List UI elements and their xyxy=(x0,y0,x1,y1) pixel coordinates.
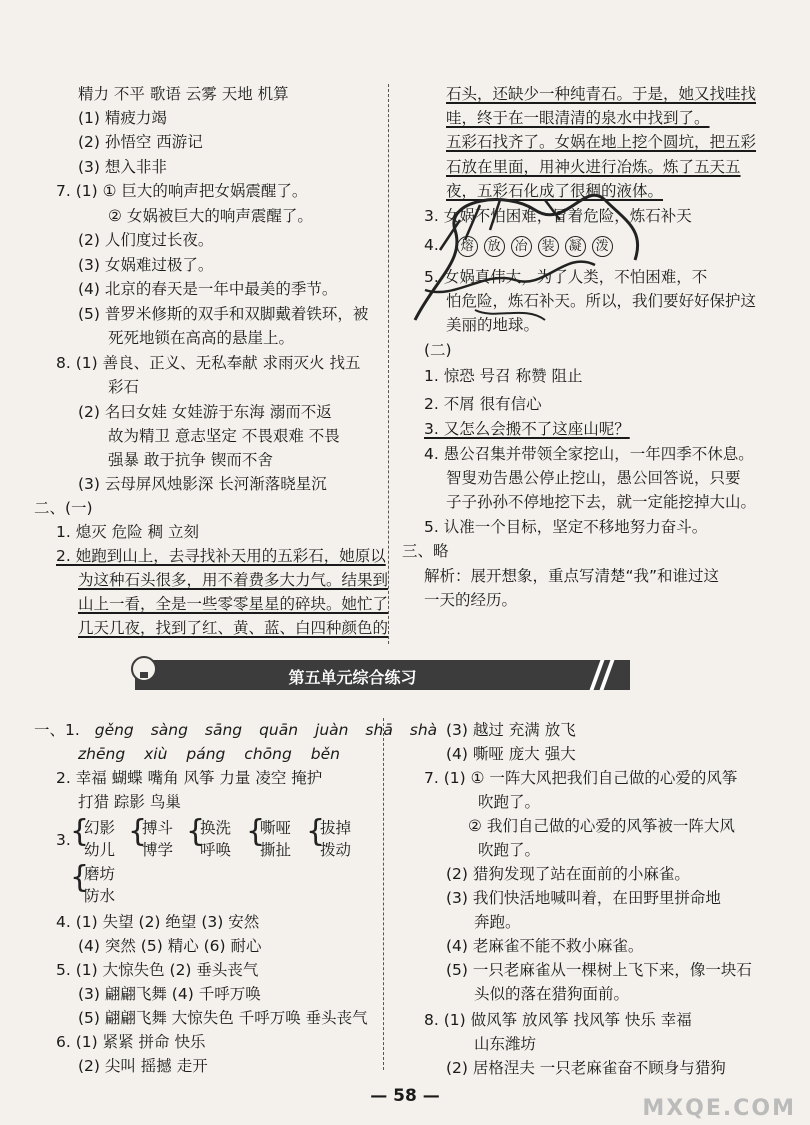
answer-line: 2. 她跑到山上，去寻找补天用的五彩石，她原以 xyxy=(56,547,386,565)
answer-line: 8. (1) 善良、正义、无私奉献 求雨灭火 找五 xyxy=(56,354,361,372)
answer-line: (5) 普罗米修斯的双手和双脚戴着铁环，被 xyxy=(78,305,369,323)
answer-line: 吹跑了。 xyxy=(478,841,541,859)
answer-line: 美丽的地球。 xyxy=(446,316,540,334)
answer-line: 2. 幸福 蝴蝶 嘴角 风筝 力量 凌空 掩护 xyxy=(56,769,323,787)
answer-line: 石放在里面，用神火进行冶炼。炼了五天五 xyxy=(446,158,741,176)
answer-line xyxy=(78,744,340,764)
answer-line: 为这种石头很多，用不着费多大力气。结果到 xyxy=(78,571,389,589)
answer-line: 强暴 敢于抗争 锲而不舍 xyxy=(108,451,273,469)
word-pair: 呼唤 xyxy=(200,841,232,859)
answer-line: (3) 越过 充满 放飞 xyxy=(446,721,576,739)
answer-line: (2) 名曰女娃 女娃游于东海 溺而不返 xyxy=(78,403,332,421)
answer-line: 彩石 xyxy=(108,378,140,396)
word-pair: 防水 xyxy=(84,887,116,905)
answer-line: 5. (1) 大惊失色 (2) 垂头丧气 xyxy=(56,961,259,979)
answer-line: 故为精卫 意志坚定 不畏艰难 不畏 xyxy=(108,427,340,445)
word-pair: 幼儿 xyxy=(84,841,116,859)
answer-line: 死死地锁在高高的悬崖上。 xyxy=(108,329,295,347)
section-banner xyxy=(135,660,630,690)
pinyin: chōng xyxy=(244,745,292,763)
answer-line: 吹跑了。 xyxy=(478,793,541,811)
answer-line: 头似的落在猎狗面前。 xyxy=(474,985,630,1003)
answer-line: 1. 惊恐 号召 称赞 阻止 xyxy=(424,367,583,385)
answer-line: 山上一看，全是一些零零星星的碎块。她忙了 xyxy=(78,595,389,613)
answer-line: 几天几夜，找到了红、黄、蓝、白四种颜色的 xyxy=(78,619,389,637)
answer-line: 奔跑。 xyxy=(474,913,521,931)
answer-line: 打猎 踪影 鸟巢 xyxy=(78,793,181,811)
answer-line: (2) 尖叫 摇撼 走开 xyxy=(78,1057,208,1075)
answer-line: 智叟劝告愚公停止挖山，愚公回答说，只要 xyxy=(446,469,741,487)
banner-title: 第五单元综合练习 xyxy=(288,668,417,687)
circled-char: 冶 xyxy=(511,236,532,257)
pinyin: juàn xyxy=(315,721,349,739)
answer-line: ② 女娲被巨大的响声震醒了。 xyxy=(108,207,313,225)
answer-line: 5. 女娲真伟大，为了人类，不怕困难，不 xyxy=(424,268,708,286)
pinyin: quān xyxy=(259,721,299,739)
answer-line: 哇，终于在一眼清清的泉水中找到了。 xyxy=(446,109,710,127)
section-heading: 三、略 xyxy=(402,542,449,560)
circled-char: 熔 xyxy=(457,236,478,257)
answer-line: (2) 孙悟空 西游记 xyxy=(78,133,203,151)
pinyin: páng xyxy=(186,745,226,763)
brace-icon: { xyxy=(128,814,148,849)
answer-line: 4. (1) 失望 (2) 绝望 (3) 安然 xyxy=(56,913,260,931)
word-pair: 拔掉 xyxy=(320,819,352,837)
answer-line: (2) 猎狗发现了站在面前的小麻雀。 xyxy=(446,865,690,883)
answer-line: 8. (1) 做风筝 放风筝 找风筝 快乐 幸福 xyxy=(424,1011,692,1029)
pinyin: xiù xyxy=(144,745,168,763)
word-pair: 幻影 xyxy=(84,819,116,837)
word-pair: 嘶哑 xyxy=(260,819,292,837)
word-pair: 拨动 xyxy=(320,841,352,859)
answer-line: (1) 精疲力竭 xyxy=(78,109,167,127)
answer-line: 4. 愚公召集并带领全家挖山，一年四季不休息。 xyxy=(424,445,754,463)
answer-line: 子子孙孙不停地挖下去，就一定能挖掉大山。 xyxy=(446,493,757,511)
answer-line: 7. (1) ① 一阵大风把我们自己做的心爱的风筝 xyxy=(424,769,738,787)
column-divider xyxy=(383,718,384,1070)
circled-char: 装 xyxy=(538,236,559,257)
handwritten-stamp xyxy=(395,170,695,340)
circled-char: 放 xyxy=(484,236,505,257)
answer-line: (3) 云母屏风烛影深 长河渐落晓星沉 xyxy=(78,475,327,493)
section-heading: (二) xyxy=(424,341,452,359)
answer-line: (3) 我们快活地喊叫着，在田野里拼命地 xyxy=(446,889,721,907)
answer-line: 6. (1) 紧紧 拼命 快乐 xyxy=(56,1033,206,1051)
brace-icon: { xyxy=(306,814,326,849)
brace-icon: { xyxy=(70,814,90,849)
answer-line: 2. 不屑 很有信心 xyxy=(424,395,542,413)
column-divider xyxy=(388,84,389,644)
question-number: 3. xyxy=(56,831,71,849)
pinyin: shà xyxy=(409,721,438,739)
answer-line: 解析：展开想象，重点写清楚“我”和谁过这 xyxy=(424,567,720,585)
pinyin: sāng xyxy=(204,721,243,739)
answer-line: (4) 老麻雀不能不救小麻雀。 xyxy=(446,937,644,955)
answer-line: (2) 居格涅夫 一只老麻雀奋不顾身与猎狗 xyxy=(446,1059,726,1077)
pinyin: gěng xyxy=(94,721,134,739)
section-heading: 二、(一) xyxy=(34,499,93,517)
pinyin: sàng xyxy=(150,721,188,739)
circled-char: 凝 xyxy=(565,236,586,257)
answer-line: (5) 翩翩飞舞 大惊失色 千呼万唤 垂头丧气 xyxy=(78,1009,368,1027)
answer-line: (3) 想入非非 xyxy=(78,158,167,176)
pinyin: zhēng xyxy=(78,745,126,763)
word-pair: 搏斗 xyxy=(142,819,174,837)
page-number: — 58 — xyxy=(370,1086,440,1106)
word-pair: 撕扯 xyxy=(260,841,292,859)
answer-line: (4) 嘶哑 庞大 强大 xyxy=(446,745,576,763)
answer-line: (5) 一只老麻雀从一棵树上飞下来，像一块石 xyxy=(446,961,752,979)
brace-icon: { xyxy=(246,814,266,849)
answer-line: (4) 北京的春天是一年中最美的季节。 xyxy=(78,280,338,298)
word-pair: 博学 xyxy=(142,841,174,859)
answer-line: ② 我们自己做的心爱的风筝被一阵大风 xyxy=(468,817,735,835)
brace-icon: { xyxy=(70,860,90,895)
answer-line: 3. 又怎么会搬不了这座山呢？ xyxy=(424,420,630,438)
pinyin: shā xyxy=(365,721,393,739)
circled-char: 泼 xyxy=(592,236,613,257)
answer-line xyxy=(34,720,437,740)
word-pair: 换洗 xyxy=(200,819,232,837)
question-number: 一、1. xyxy=(34,721,80,739)
answer-line: 怕危险，炼石补天。所以，我们要好好保护这 xyxy=(446,292,757,310)
answer-line: 夜，五彩石化成了很稠的液体。 xyxy=(446,182,664,200)
answer-line: 山东潍坊 xyxy=(474,1035,537,1053)
answer-line: 7. (1) ① 巨大的响声把女娲震醒了。 xyxy=(56,182,308,200)
answer-line: 五彩石找齐了。女娲在地上挖个圆坑，把五彩 xyxy=(446,133,757,151)
answer-line: (3) 女娲难过极了。 xyxy=(78,256,214,274)
answer-line: 1. 熄灭 危险 稠 立刻 xyxy=(56,523,199,541)
answer-line: 5. 认准一个目标，坚定不移地努力奋斗。 xyxy=(424,518,708,536)
brace-icon: { xyxy=(186,814,206,849)
pinyin: běn xyxy=(310,745,340,763)
answer-line: 精力 不平 歌语 云雾 天地 机算 xyxy=(78,85,289,103)
answer-line: (4) 突然 (5) 精心 (6) 耐心 xyxy=(78,937,262,955)
answer-line: 一天的经历。 xyxy=(424,591,518,609)
answer-line: 3. 女娲不怕困难，冒着危险，炼石补天 xyxy=(424,207,692,225)
question-number: 4. xyxy=(424,236,439,254)
word-pair: 磨坊 xyxy=(84,865,116,883)
answer-line: (3) 翩翩飞舞 (4) 千呼万唤 xyxy=(78,985,261,1003)
answer-line: 石头，还缺少一种纯青石。于是，她又找哇找 xyxy=(446,85,757,103)
site-watermark: MXQE.COM xyxy=(642,1096,796,1121)
answer-line: (2) 人们度过长夜。 xyxy=(78,231,214,249)
